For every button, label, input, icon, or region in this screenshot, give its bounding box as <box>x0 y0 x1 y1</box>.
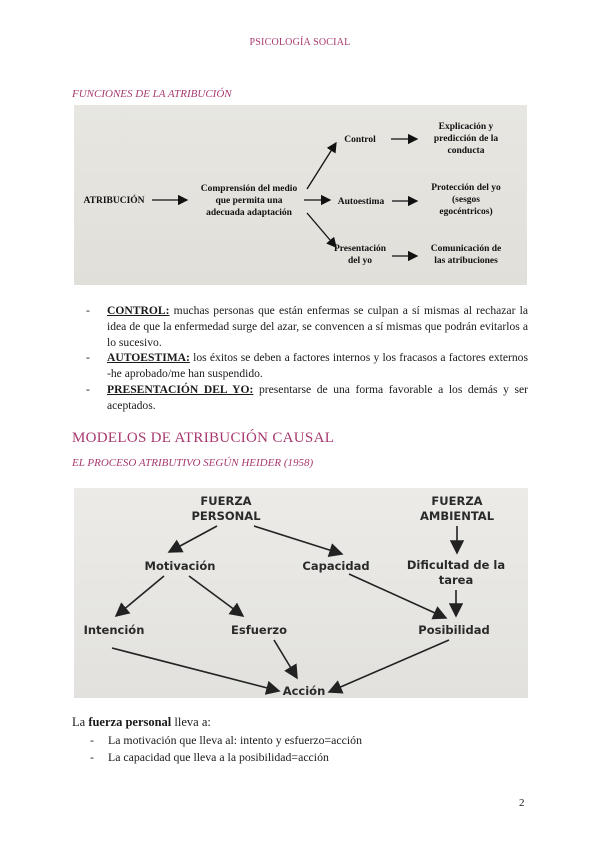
bullet-text-presentacion: presentarse de una forma favorable a los demás y ser aceptados. <box>107 382 529 412</box>
atribucion-functions-diagram <box>74 105 527 285</box>
list-item <box>90 749 362 766</box>
bullet-term-autoestima: AUTOESTIMA: <box>107 351 190 365</box>
bullet-text-autoestima: los éxitos se deben a factores internos y los fracasos a factores externos -he aprobado/me han suspendido. <box>107 351 528 381</box>
motivacion-label: Motivación <box>144 559 216 573</box>
diagram1-control-label: Control <box>344 135 376 145</box>
esfuerzo-label: Esfuerzo <box>231 623 287 637</box>
posibilidad-label: Posibilidad <box>418 623 490 637</box>
diagram1-middle-line3: adecuada adaptación <box>206 208 292 218</box>
bullet-text-control: muchas personas que están enfermas se culpan a sí mismas al rechazar la idea de que la enfermedad surge del azar, se convencen a sí mismas que podrán evitarlos a lo sucesivo. <box>107 304 528 349</box>
diagram1-middle-line2: que permita una <box>215 196 283 206</box>
bullet-dash: - <box>86 382 90 396</box>
accion-label: Acción <box>282 684 326 698</box>
list-item-text: La motivación que lleva al: intento y esfuerzo=acción <box>108 733 362 747</box>
fuerza-personal-line1: FUERZA <box>200 494 252 508</box>
arrow-motivacion-to-esfuerzo <box>189 576 243 616</box>
bullet-term-control: CONTROL: <box>107 304 170 317</box>
diagram1-presentacion-line1: Presentación <box>333 244 387 254</box>
arrow-esfuerzo-to-accion <box>274 640 297 678</box>
diagram1-control-result-line3: conducta <box>447 146 485 156</box>
fuerza-personal-line2: PERSONAL <box>191 509 261 523</box>
section-subtitle-heider: EL PROCESO ATRIBUTIVO SEGÚN HEIDER (1958) <box>72 457 314 469</box>
bullet-dash: - <box>86 351 90 365</box>
arrow-motivacion-to-intencion <box>116 576 164 616</box>
bullet-control <box>86 303 528 350</box>
list-item <box>90 732 362 749</box>
heider-process-diagram <box>74 488 528 698</box>
diagram1-control-result-line1: Explicación y <box>438 122 494 132</box>
fuerza-ambiental-line2: AMBIENTAL <box>419 509 495 523</box>
arrow-personal-to-capacidad <box>254 526 342 554</box>
diagram1-autoestima-result-line3: egocéntricos) <box>439 207 493 217</box>
paragraph-bold: fuerza personal <box>88 715 172 729</box>
paragraph-post: lleva a: <box>171 715 211 729</box>
bullet-dash: - <box>86 304 90 317</box>
bullet-presentacion <box>86 382 528 414</box>
fuerza-ambiental-line1: FUERZA <box>431 494 483 508</box>
diagram1-root-label: ATRIBUCIÓN <box>83 196 145 206</box>
section-title-modelos: MODELOS DE ATRIBUCIÓN CAUSAL <box>72 430 335 446</box>
diagram1-autoestima-label: Autoestima <box>337 197 385 207</box>
arrow-posibilidad-to-accion <box>329 640 449 692</box>
arrow-intencion-to-accion <box>112 648 279 691</box>
capacidad-label: Capacidad <box>302 559 370 573</box>
paragraph-pre: La <box>72 715 89 729</box>
page-header: PSICOLOGÍA SOCIAL <box>249 37 351 48</box>
diagram1-presentacion-result-line1: Comunicación de <box>430 244 502 254</box>
arrow-to-control <box>307 143 336 189</box>
bullet-term-presentacion: PRESENTACIÓN DEL YO: <box>107 382 254 396</box>
diagram1-middle-line1: Comprensión del medio <box>200 184 298 194</box>
page-number: 2 <box>519 797 525 809</box>
dificultad-line1: Dificultad de la <box>406 558 506 572</box>
diagram1-control-result-line2: predicción de la <box>433 134 499 144</box>
section-title-funciones: FUNCIONES DE LA ATRIBUCIÓN <box>72 88 232 100</box>
diagram1-presentacion-line2: del yo <box>347 256 373 266</box>
diagram1-autoestima-result-line1: Protección del yo <box>431 183 501 193</box>
bullet-dash: - <box>90 749 94 764</box>
diagram1-autoestima-result-line2: (sesgos <box>452 195 480 205</box>
diagram1-presentacion-result-line2: las atribuciones <box>434 256 498 266</box>
bullet-autoestima <box>86 350 528 382</box>
fuerza-personal-paragraph <box>72 715 211 730</box>
intencion-label: Intención <box>83 623 145 637</box>
list-item-text: La capacidad que lleva a la posibilidad=acción <box>108 749 329 764</box>
fuerza-personal-list <box>90 732 362 765</box>
bullet-dash: - <box>90 733 94 747</box>
arrow-personal-to-motivacion <box>169 526 217 552</box>
arrow-to-presentacion <box>307 213 336 247</box>
dificultad-line2: tarea <box>438 573 474 587</box>
functions-bullet-list <box>86 303 528 414</box>
arrow-capacidad-to-posibilidad <box>349 574 446 618</box>
